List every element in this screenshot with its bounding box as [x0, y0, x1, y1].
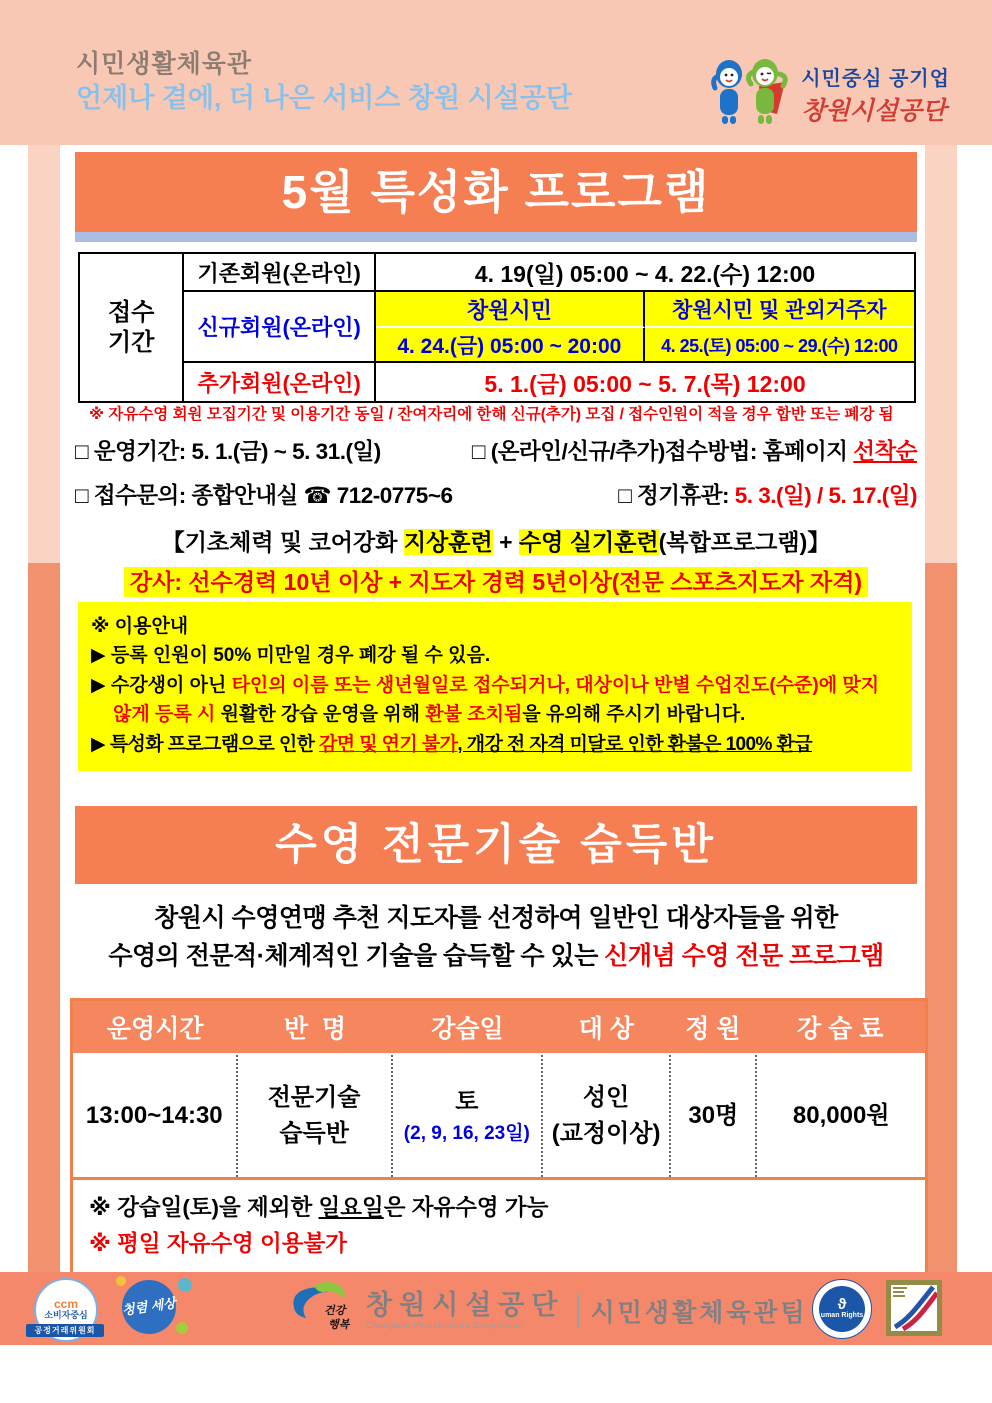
decorative-dot — [176, 1322, 188, 1334]
new-member-col2-header: 창원시민 및 관외거주자 — [645, 292, 914, 328]
new-member-col1-period: 4. 24.(금) 05:00 ~ 20:00 — [376, 328, 645, 363]
col-header-class: 반 명 — [283, 1015, 347, 1043]
usage-notice-box — [78, 602, 912, 771]
usage-title: ※ 이용안내 — [91, 616, 189, 637]
class-table-header — [73, 1001, 925, 1055]
col-header-day: 강습일 — [431, 1015, 504, 1043]
class-note-1: ※ 강습일(토)을 제외한 일요일은 자유수영 가능 — [89, 1195, 549, 1220]
new-member-col1-header: 창원시민 — [376, 292, 645, 328]
facility-name: 시민생활체육관 — [76, 50, 253, 78]
col-header-capacity: 정 원 — [685, 1015, 741, 1043]
operation-period: □ 운영기간: 5. 1.(금) ~ 5. 31.(일) — [75, 439, 381, 464]
usage-item-1: ▶ 등록 인원이 50% 미만일 경우 폐강 될 수 있음. — [91, 645, 491, 667]
new-member-col2-period: 4. 25.(토) 05:00 ~ 29.(수) 12:00 — [645, 328, 914, 363]
intro-line-1: 창원시 수영연맹 추천 지도자를 선정하여 일반인 대상자들을 위한 — [154, 904, 838, 932]
swim-training-highlight: 수영 실기훈련 — [518, 529, 659, 555]
ground-training-highlight: 지상훈련 — [403, 529, 493, 555]
col-header-target: 대 상 — [578, 1015, 634, 1043]
existing-member-period: 4. 19(일) 05:00 ~ 4. 22.(수) 12:00 — [376, 254, 914, 292]
new-member-label: 신규회원(온라인) — [184, 292, 376, 363]
first-come-label: 선착순 — [853, 439, 917, 464]
registration-method: □ (온라인/신규/추가)접수방법: 홈페이지 선착순 — [471, 439, 917, 464]
usage-item-3: ▶ 특성화 프로그램으로 인한 감면 및 연기 불가, 개강 전 자격 미달로 인한 환불은 100% 환급 — [91, 733, 812, 755]
cell-day: 토 (2, 9, 16, 23일) — [391, 1055, 541, 1177]
additional-member-label: 추가회원(온라인) — [184, 363, 376, 401]
col-header-time: 운영시간 — [106, 1015, 204, 1043]
health-happiness-swoosh-icon — [288, 1280, 354, 1341]
decorative-dot — [116, 1276, 126, 1286]
footer-band — [0, 1272, 992, 1345]
program-description: 【기초체력 및 코어강화 지상훈련 + 수영 실기훈련(복합프로그램)】 — [161, 529, 831, 555]
fair-trade-commission-label: 공정거래위원회 — [26, 1324, 104, 1337]
main-title-banner: 5월 특성화 프로그램 — [75, 152, 917, 232]
closed-days: □ 정기휴관: 5. 3.(일) / 5. 17.(일) — [618, 483, 917, 508]
divider-bar — [75, 232, 917, 242]
class-schedule-table — [70, 998, 928, 1277]
ccm-consumer-badge-icon: ccm 소비자중심 — [34, 1278, 98, 1342]
logo-tagline: 시민중심 공기업 — [801, 68, 950, 90]
class-table-row — [73, 1055, 925, 1177]
header-band — [0, 0, 992, 145]
svg-text:건강: 건강 — [324, 1304, 346, 1317]
info-row-2 — [75, 478, 917, 510]
corporation-footer-logo — [288, 1280, 808, 1341]
info-row-1 — [75, 434, 917, 466]
closed-dates: 5. 3.(일) / 5. 17.(일) — [734, 483, 917, 508]
integrity-world-badge-icon: 청렴 세상 — [119, 1277, 180, 1338]
contact-info: □ 접수문의: 종합안내실 ☎ 712-0775~6 — [75, 483, 453, 508]
class-table-notes — [73, 1177, 925, 1274]
corp-name-block — [366, 1291, 565, 1331]
reg-row-header: 접수 기간 — [80, 254, 184, 401]
human-rights-badge-icon: ϑ uman Rights — [812, 1279, 872, 1339]
logo-corp-name: 창원시설공단 — [801, 96, 947, 125]
footer-divider — [577, 1294, 579, 1328]
cell-fee: 80,000원 — [755, 1055, 925, 1177]
decorative-dot — [178, 1278, 192, 1292]
existing-member-label: 기존회원(온라인) — [184, 254, 376, 292]
team-name-text: 시민생활체육관팀 — [590, 1298, 808, 1327]
class-intro — [75, 900, 917, 975]
registration-period-table — [78, 252, 916, 403]
additional-member-period: 5. 1.(금) 05:00 ~ 5. 7.(목) 12:00 — [484, 370, 806, 397]
usage-item-2: ▶ 수강생이 아닌 타인의 이름 또는 생년월일로 접수되거나, 대상이나 반별 수업진도(수준)에 맞지 않게 등록 시 원활한 강습 운영을 위해 환불 조치됨을 유의해 주시기 바랍니다. — [91, 674, 880, 726]
svg-text:행복: 행복 — [328, 1318, 350, 1331]
right-decorative-strip — [925, 145, 957, 1272]
cell-class-name: 전문기술 습득반 — [236, 1055, 391, 1177]
new-concept-highlight: 신개념 수영 전문 프로그램 — [604, 941, 884, 970]
free-swim-note: ※ 자유수영 회원 모집기간 및 이용기간 동일 / 잔여자리에 한해 신규(추가) 모집 / 접수인원이 적을 경우 합반 또는 폐강 됨 — [89, 406, 894, 423]
header-text-block — [76, 48, 572, 116]
cell-target: 성인 (교정이상) — [541, 1055, 669, 1177]
class-title-banner: 수영 전문기술 습득반 — [75, 806, 917, 884]
class-note-2: ※ 평일 자유수영 이용불가 — [89, 1231, 347, 1256]
corp-name-text: 창원시설공단 — [366, 1289, 565, 1320]
cell-capacity: 30명 — [669, 1055, 755, 1177]
service-quality-mark-icon — [886, 1280, 942, 1336]
intro-line-2: 수영의 전문적·체계적인 기술을 습득할 수 있는 신개념 수영 전문 프로그램 — [108, 941, 884, 970]
mascot-characters-icon — [707, 56, 791, 133]
slogan-text: 언제나 곁에, 더 나은 서비스 창원 시설공단 — [76, 82, 572, 113]
col-header-fee: 강 습 료 — [797, 1015, 884, 1043]
logo-text-block — [801, 62, 950, 127]
corporation-logo — [707, 56, 950, 133]
corp-name-english: Changwon Infrastructure Corporation — [366, 1320, 524, 1331]
cell-dates: (2, 9, 16, 23일) — [403, 1122, 530, 1144]
instructor-info: 강사: 선수경력 10년 이상 + 지도자 경력 5년이상(전문 스포츠지도자 자격) — [75, 564, 917, 597]
cell-time: 13:00~14:30 — [85, 1102, 223, 1129]
left-decorative-strip — [28, 145, 60, 1272]
